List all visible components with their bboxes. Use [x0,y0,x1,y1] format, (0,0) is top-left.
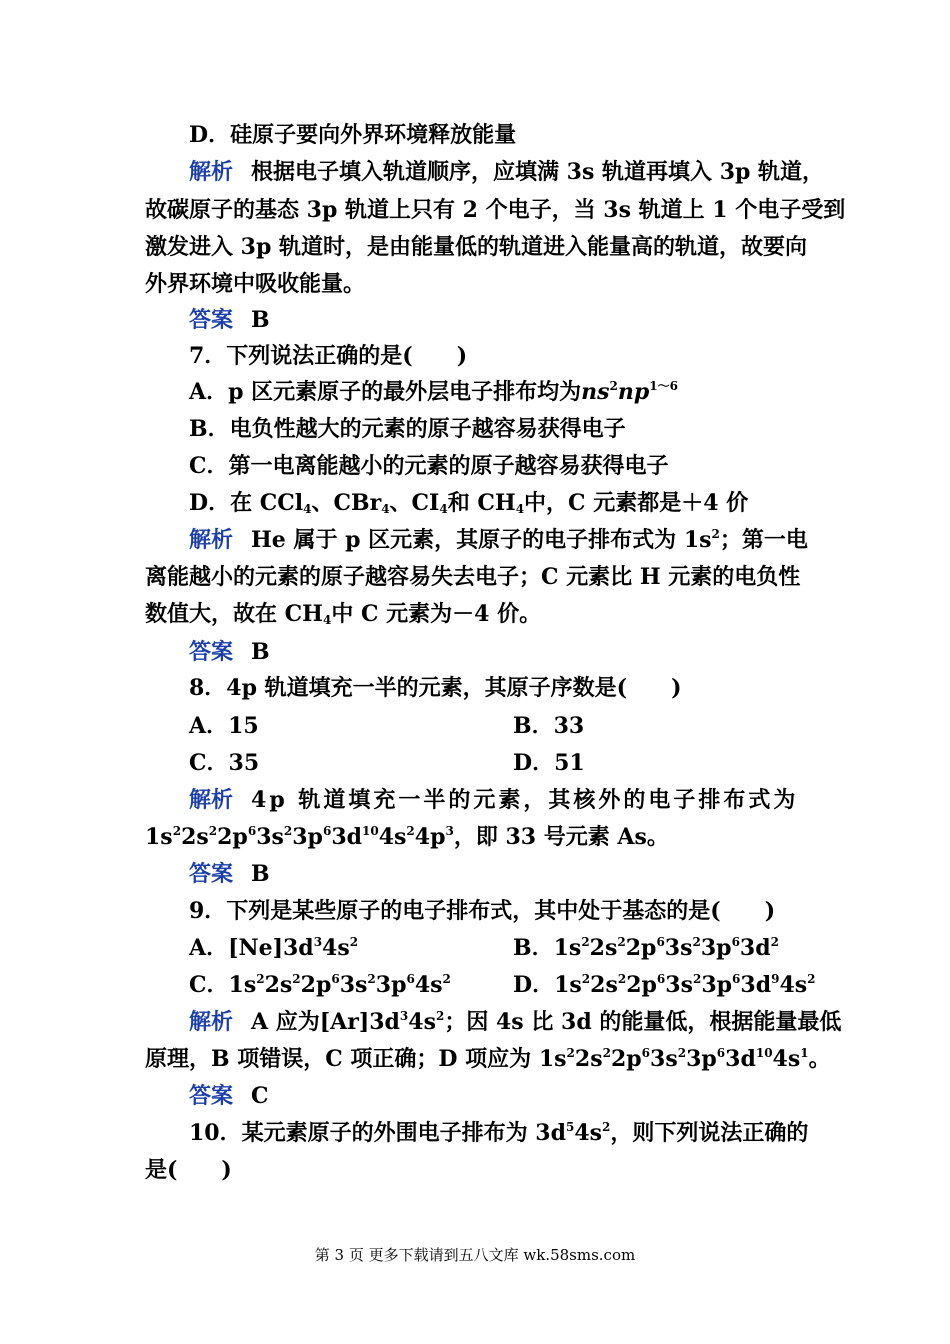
config-orbital: 2s [590,972,618,998]
config-superscript: 2 [807,972,816,986]
config-orbital: 3d [740,972,772,998]
config-orbital: 3p [292,824,323,850]
config-superscript: 6 [247,824,257,838]
config-superscript: 6 [716,1046,726,1060]
config-orbital: 4p [414,824,446,850]
config-orbital: 3s [650,1046,678,1072]
config-superscript: 2 [617,972,627,986]
a6-line-1: 解析 根据电子填入轨道顺序，应填满 3s 轨道再填入 3p 轨道， [189,159,825,185]
config-superscript: 2 [442,972,451,986]
config-orbital: 1s [553,935,582,961]
config-superscript: 2 [172,824,182,838]
config-superscript: 6 [331,972,340,986]
q7-option-a: A．p 区元素原子的最外层电子排布均为$ns^2np^{1\sim 6}$ [189,379,678,405]
a9-line-2: 原理，B 项错误，C 项正确；D 项应为 $1s^22s^22p^63s^23p^63d^{10}4s^1$。 [145,1046,831,1072]
config-superscript: 6 [406,972,415,986]
config-orbital: 2s [264,972,293,998]
analysis-label: 解析 [189,527,234,553]
q10-line-1: 10．某元素原子的外围电子排布为 $3d^54s^2$，则下列说法正确的 [189,1120,809,1146]
config-superscript: 2 [581,935,590,949]
config-orbital: 3p [375,972,407,998]
q9-stem: 9．下列是某些原子的电子排布式，其中处于基态的是( ) [189,898,776,924]
config-superscript: 10 [362,824,379,838]
config-orbital: 4s [779,972,808,998]
config-superscript: 1 [800,1046,809,1060]
config-orbital: 3s [664,935,693,961]
q8-option-d: D．51 [513,750,585,776]
config-superscript: 2 [677,1046,687,1060]
q9-option-d: D．$1s^22s^22p^63s^23p^63d^94s^2$ [513,972,816,998]
config-orbital: 2s [181,824,209,850]
config-superscript: 6 [641,1046,651,1060]
config-orbital: 3s [665,972,693,998]
config-orbital: 3d [331,824,363,850]
config-superscript: 2 [692,935,701,949]
a7-line-2: 离能越小的元素的原子越容易失去电子；C 元素比 H 元素的电负性 [145,564,801,590]
q9-option-b: B．$1s^22s^22p^63s^23p^63d^2$ [513,935,779,961]
page-footer: 第 3 页 更多下载请到五八文库 wk.58sms.com [314,1246,636,1264]
answer-label: 答案 [189,861,234,887]
config-orbital: 1s [228,972,257,998]
a8-line-1: 解析 4p 轨道填充一半的元素，其核外的电子排布式为 [189,787,799,813]
config-orbital: 2s [574,1046,603,1072]
a6-line-4: 外界环境中吸收能量。 [145,271,366,297]
answer-label: 答案 [189,1083,234,1109]
config-superscript: 6 [322,824,332,838]
q9-option-c: C．$1s^22s^22p^63s^23p^64s^2$ [189,972,451,998]
config-superscript: 9 [771,972,780,986]
config-orbital: 2p [626,972,657,998]
answer-label: 答案 [189,307,234,333]
config-orbital: 3p [700,935,732,961]
a7-line-1: 解析 He 属于 p 区元素，其原子的电子排布式为 $1s^2$；第一电 [189,527,808,553]
q8-option-c: C．35 [189,750,260,776]
config-orbital: 3d [739,935,771,961]
q7-option-c: C．第一电离能越小的元素的原子越容易获得电子 [189,453,669,479]
a7-line-3: 数值大，故在 $CH_4$中 C 元素为－4 价。 [145,601,542,627]
config-superscript: 2 [283,824,293,838]
q10-line-2: 是( ) [145,1157,232,1183]
config-superscript: 2 [367,972,376,986]
config-superscript: 2 [349,935,359,949]
config-superscript: 6 [656,935,665,949]
q7-option-d: D．在 CCl$_4$、CBr$_4$、$CI_4$和 $CH_4$中，C 元素都是＋4 价 [189,490,749,516]
config-orbital: 1s [554,972,582,998]
config-superscript: 2 [581,972,591,986]
config-superscript: 10 [755,1046,773,1060]
config-superscript: 3 [313,935,323,949]
config-orbital: 2p [625,935,657,961]
analysis-label: 解析 [189,1009,234,1035]
config-orbital: 4s [772,1046,801,1072]
config-superscript: 2 [770,935,779,949]
config-superscript: 2 [208,824,218,838]
a8-answer: 答案 B [189,861,270,887]
config-orbital: 2p [217,824,248,850]
config-superscript: 2 [692,972,702,986]
q9-option-a: A．$[Ne]3d^34s^2$ [189,935,359,961]
config-orbital: 1s [145,824,173,850]
a8-line-2: $1s^22s^22p^63s^23p^63d^{10}4s^24p^3$，即 33 号元素 As。 [145,824,669,850]
config-orbital: 4s [414,972,443,998]
q8-option-a: A．15 [189,713,259,739]
analysis-label: 解析 [189,159,234,185]
config-orbital: 2p [610,1046,642,1072]
q7-stem: 7．下列说法正确的是( ) [189,343,468,369]
config-orbital: 2s [589,935,618,961]
config-superscript: 2 [406,824,415,838]
a6-answer: 答案 B [189,307,270,333]
config-superscript: 2 [617,935,626,949]
config-orbital: 1s [538,1046,567,1072]
analysis-label: 解析 [189,787,234,813]
a6-line-3: 激发进入 3p 轨道时，是由能量低的轨道进入能量高的轨道，故要向 [145,234,808,260]
a6-line-2: 故碳原子的基态 3p 轨道上只有 2 个电子，当 3s 轨道上 1 个电子受到 [145,197,846,223]
config-superscript: 2 [602,1046,611,1060]
config-superscript: 6 [731,935,740,949]
q8-stem: 8．4p 轨道填充一半的元素，其原子序数是( ) [189,675,682,701]
config-orbital: 3p [701,972,733,998]
config-superscript: 2 [292,972,301,986]
config-orbital: 4s [322,935,350,961]
config-superscript: 2 [256,972,265,986]
answer-label: 答案 [189,639,234,665]
config-orbital: 3s [256,824,284,850]
config-orbital: 4s [378,824,407,850]
config-orbital: 3d [725,1046,756,1072]
config-orbital: 3s [339,972,368,998]
config-orbital: 3p [686,1046,717,1072]
config-orbital: 2p [300,972,332,998]
a9-line-1: 解析 A 应为$[Ar]3d^34s^2$；因 4s 比 3d 的能量低，根据能量最低 [189,1009,842,1035]
a9-answer: 答案 C [189,1083,269,1109]
q6-option-d: D．硅原子要向外界环境释放能量 [189,122,517,148]
config-superscript: 3 [445,824,454,838]
q8-option-b: B．33 [513,713,585,739]
config-superscript: 2 [566,1046,575,1060]
config-superscript: 6 [732,972,741,986]
q7-option-b: B．电负性越大的元素的原子越容易获得电子 [189,416,626,442]
config-superscript: 6 [656,972,666,986]
a7-answer: 答案 B [189,639,270,665]
